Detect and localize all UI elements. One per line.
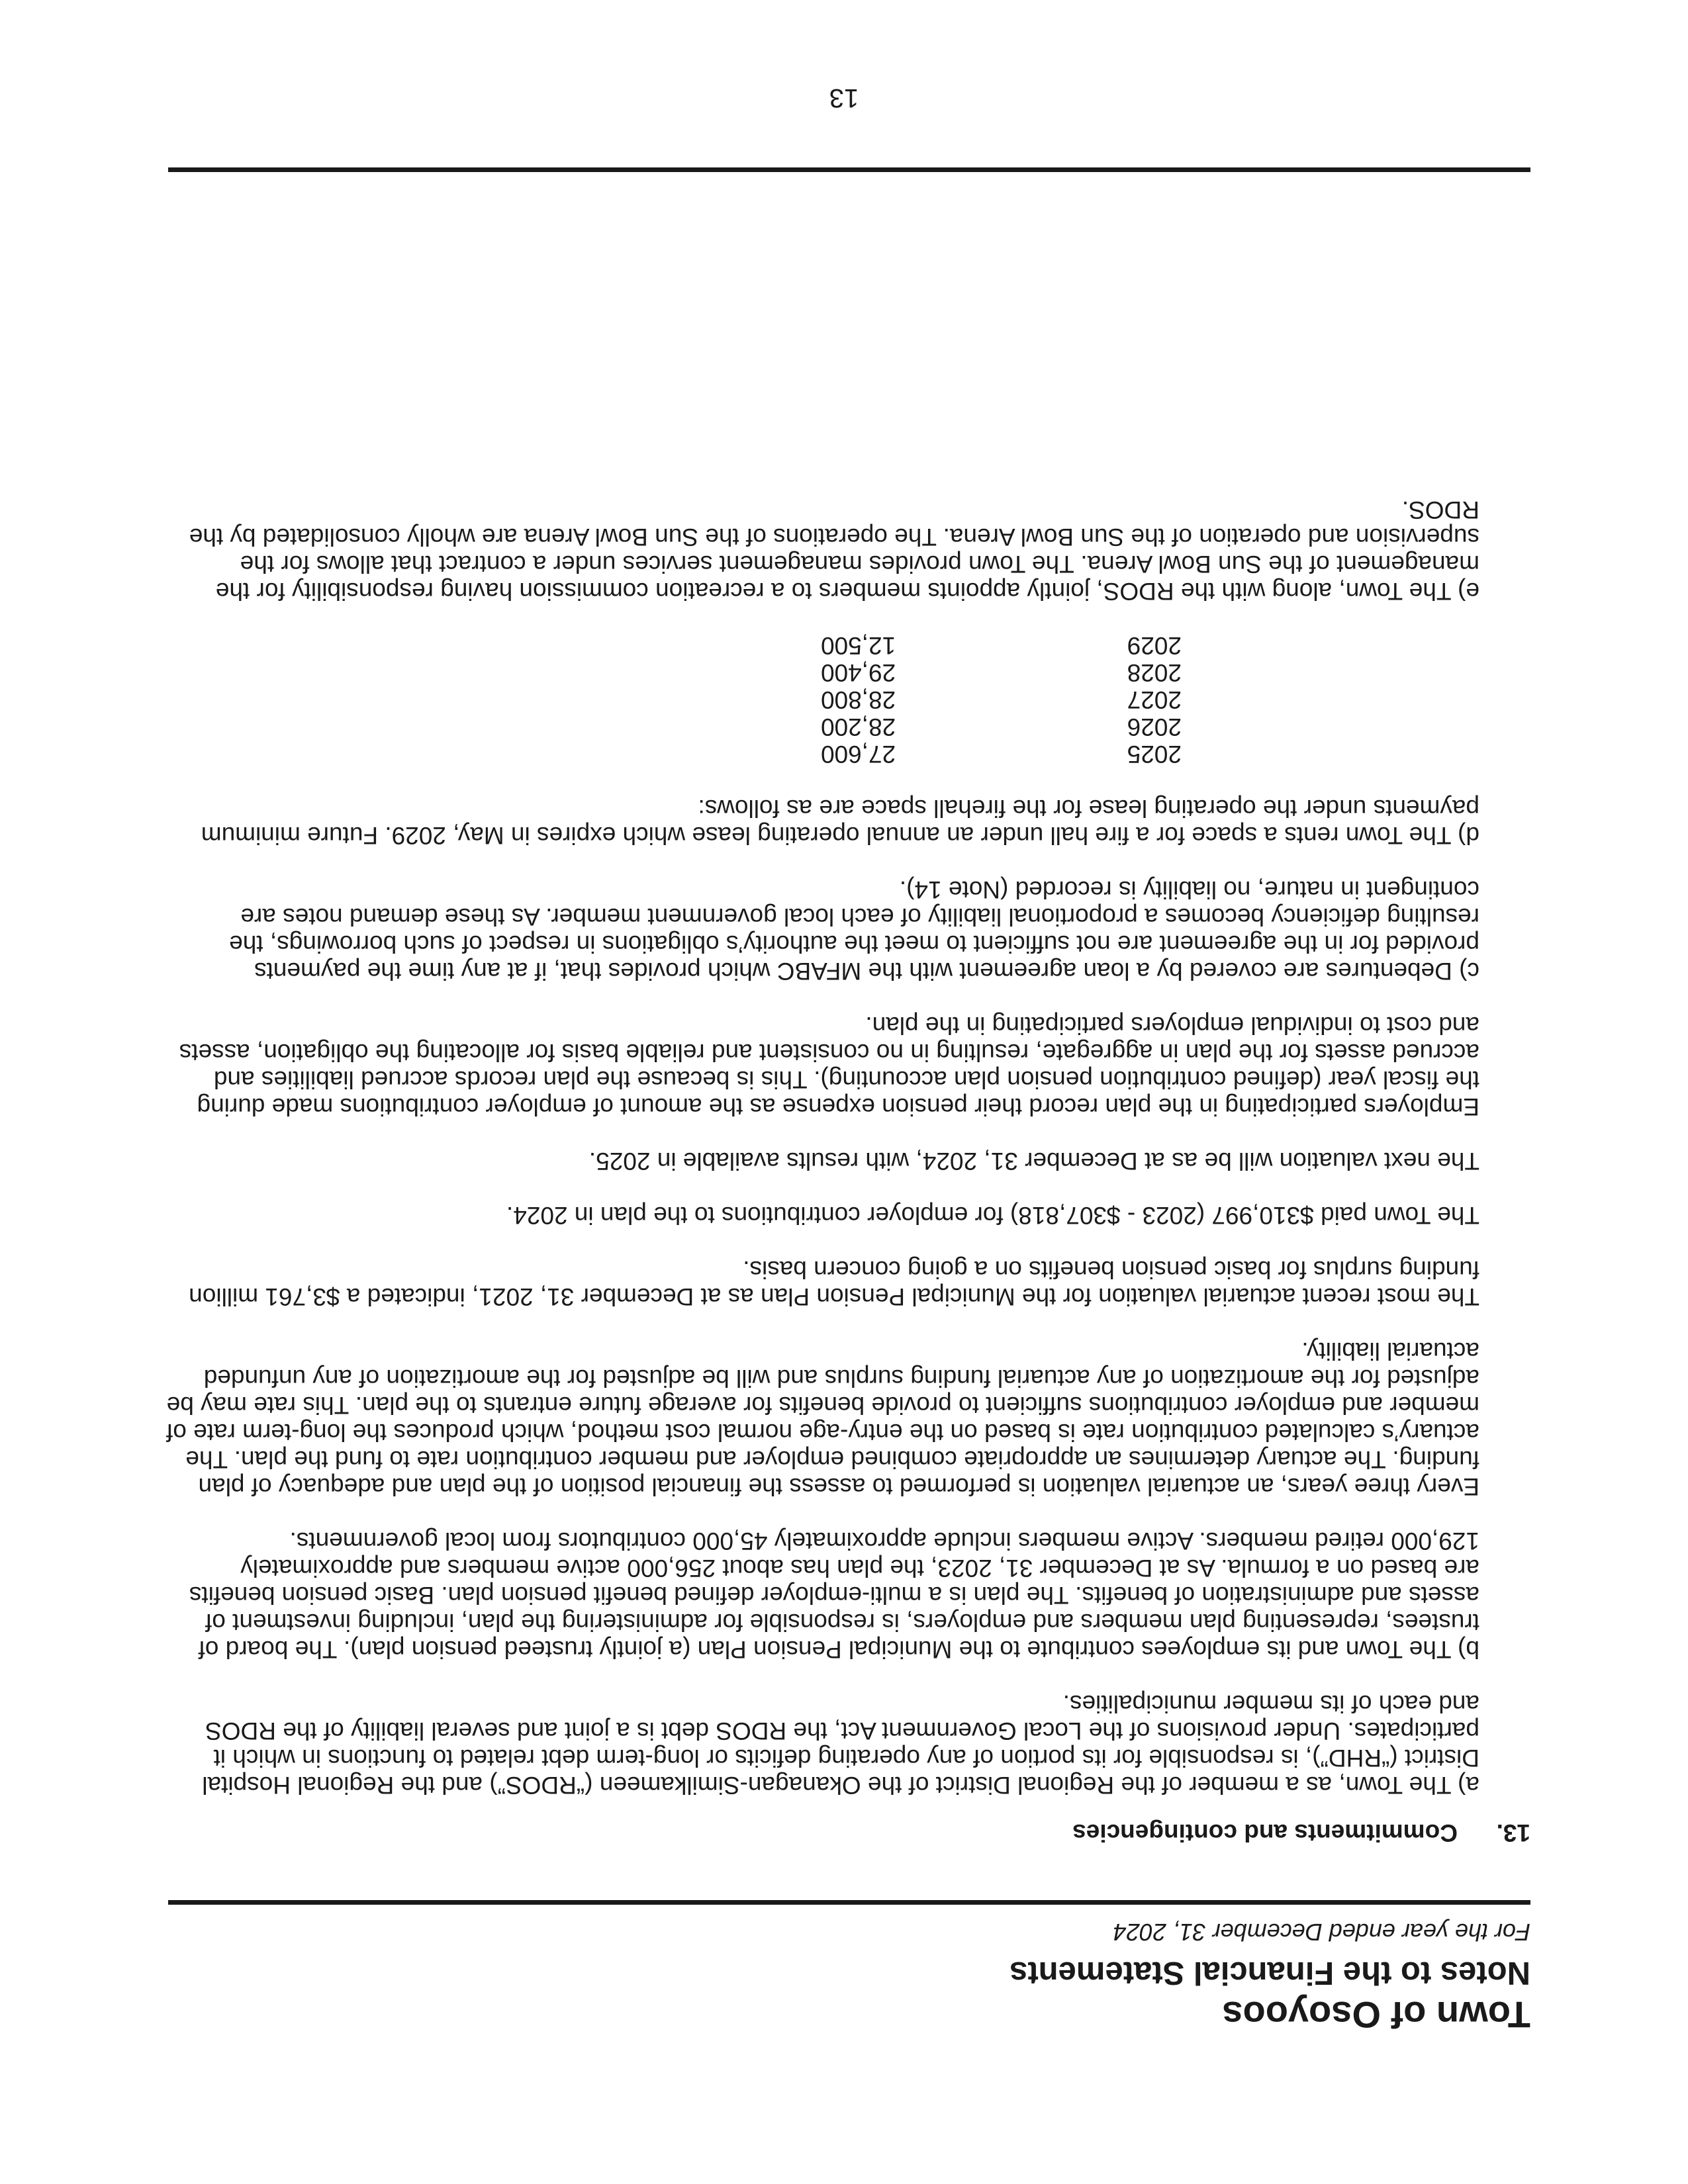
paragraph-a: a) The Town, as a member of the Regional District of the Okanagan-Similkameen (“RDOS”) and the Regional Hospital District (“RHD”), is responsible for its portion of any operating deficits or long-term debt related to functions in which it participates. Under provisions of the Local Government Act, the RDOS debt is a joint and several liability of the RDOS and each of its member municipalities. <box>202 1690 1479 1799</box>
paragraph-d: d) The Town rents a space for a fire hall under an annual operating lease which expires in May, 2029. Future minimum payments under the operating lease for the firehall space are as follows: <box>201 795 1479 849</box>
table-row <box>162 632 1479 659</box>
table-row <box>162 686 1479 713</box>
organization-name: Town of Osoyoos <box>1222 1994 1530 2036</box>
lease-year: 2026 <box>1127 713 1182 741</box>
lease-amount: 29,400 <box>821 659 896 686</box>
paragraph-b-funding-surplus: The most recent actuarial valuation for the Municipal Pension Plan as at December 31, 2021, indicated a $3,761 million funding surplus for basic pension benefits on a going concern basis. <box>189 1256 1479 1310</box>
paragraph-e: e) The Town, along with the RDOS, jointly appoints members to a recreation commission having responsibility for the management of the Sun Bowl Arena. The Town provides management services under a contract that allows for the supervision and operation of the Sun Bowl Arena. The operations of the Sun Bowl Arena are wholly consolidated by the RDOS. <box>189 496 1479 605</box>
paragraph-b-pension-plan: b) The Town and its employees contribute to the Municipal Pension Plan (a jointly trusteed pension plan). The board of trustees, representing plan members and employers, is responsible for administering the plan, including investment of assets and administration of benefits. The plan is a multi-employer defined benefit pension plan. Basic pension benefits are based on a formula. As at December 31, 2023, the plan has about 256,000 active members and approximately 129,000 retired members. Active members include approximately 45,000 contributors from local governments. <box>189 1527 1479 1663</box>
footer-rule <box>168 167 1530 172</box>
header-rule <box>168 1900 1530 1905</box>
section-heading <box>1072 1819 1530 1846</box>
lease-amount: 27,600 <box>821 741 896 768</box>
document-title: Notes to the Financial Statements <box>1009 1955 1530 1991</box>
lease-year: 2025 <box>1127 741 1182 768</box>
lease-year: 2027 <box>1127 686 1182 713</box>
table-row <box>162 713 1479 741</box>
lease-amount: 12,500 <box>821 632 896 659</box>
section-title: Commitments and contingencies <box>1072 1819 1458 1846</box>
section-number: 13. <box>1496 1819 1530 1846</box>
lease-amount: 28,200 <box>821 713 896 741</box>
lease-year: 2028 <box>1127 659 1182 686</box>
lease-year: 2029 <box>1127 632 1182 659</box>
table-row <box>162 741 1479 768</box>
reporting-period: For the year ended December 31, 2024 <box>1113 1919 1530 1946</box>
page-number: 13 <box>829 83 859 113</box>
lease-payments-table <box>162 632 1479 768</box>
paragraph-c: c) Debentures are covered by a loan agreement with the MFABC which provides that, if at any time the payments provided for in the agreement are not sufficient to meet the authority’s obligations in respect of such borrowings, the resulting deficiency becomes a proportional liability of each local government member. As these demand notes are contingent in nature, no liability is recorded (Note 14). <box>229 876 1479 985</box>
section-body <box>162 469 1479 1799</box>
paragraph-b-contributions-paid: The Town paid $310,997 (2023 - $307,818) for employer contributions to the plan in 2024. <box>506 1202 1479 1229</box>
table-row <box>162 659 1479 686</box>
lease-amount: 28,800 <box>821 686 896 713</box>
paragraph-b-accounting: Employers participating in the plan record their pension expense as the amount of employer contributions made during the fiscal year (defined contribution pension plan accounting). This is because the plan records accrued liabilities and accrued assets for the plan in aggregate, resulting in no consistent and reliable basis for allocating the obligation, assets and cost to individual employers participating in the plan. <box>179 1012 1479 1120</box>
paragraph-b-next-valuation: The next valuation will be as at December 31, 2024, with results available in 2025. <box>588 1148 1479 1175</box>
paragraph-b-actuarial-valuation: Every three years, an actuarial valuation is performed to assess the financial position of the plan and adequacy of plan funding. The actuary determines an appropriate combined employer and member contribution rate to fund the plan. The actuary’s calculated contribution rate is based on the entry-age normal cost method, which produces the long-term rate of member and employer contributions sufficient to provide benefits for average future entrants to the plan. This rate may be adjusted for the amortization of any actuarial funding surplus and will be adjusted for the amortization of any unfunded actuarial liability. <box>166 1338 1479 1500</box>
